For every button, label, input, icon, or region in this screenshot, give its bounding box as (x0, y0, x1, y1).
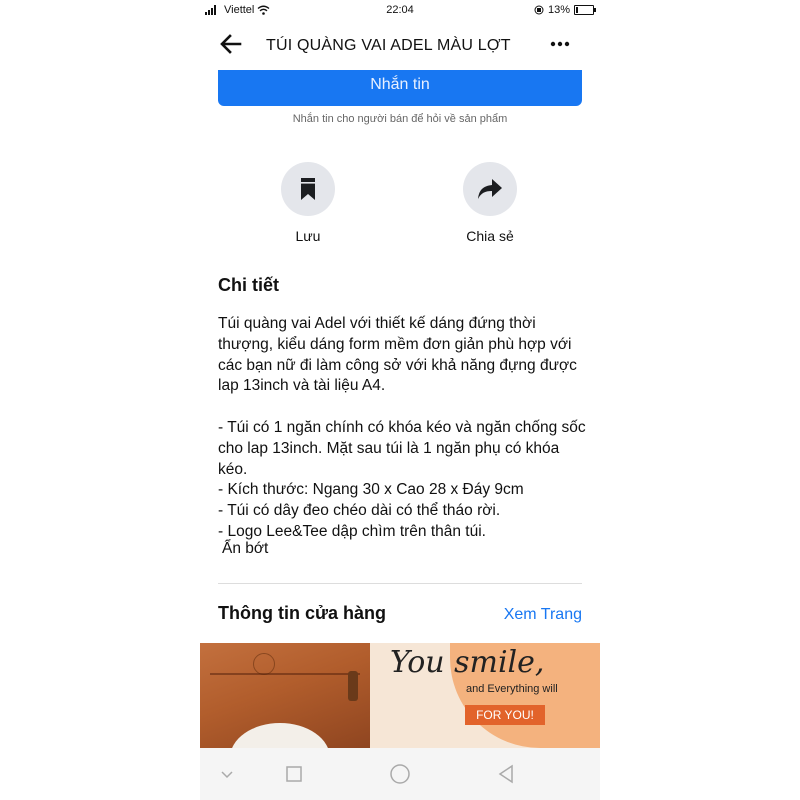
share-circle (463, 162, 517, 216)
circle-icon (389, 763, 411, 785)
more-dots-icon (550, 32, 570, 52)
phone-screen (200, 0, 600, 800)
carrier-label: Viettel (224, 4, 255, 16)
collapse-link[interactable]: Ẩn bớt (222, 540, 269, 557)
status-right (534, 4, 594, 16)
back-button[interactable] (220, 34, 246, 58)
battery-icon (574, 5, 594, 15)
bag-logo (253, 653, 275, 675)
bag-zipper (348, 671, 358, 701)
bag-seam (210, 673, 360, 715)
banner-for-you-badge: FOR YOU! (465, 705, 545, 725)
page-title: TÚI QUÀNG VAI ADEL MÀU LỢT (266, 37, 511, 54)
more-options-button[interactable] (550, 32, 570, 58)
divider (218, 583, 582, 584)
bag-photo (200, 643, 370, 748)
hand-shape (230, 723, 330, 748)
banner-sub-text: and Everything will (466, 683, 558, 695)
save-button[interactable] (263, 162, 353, 244)
share-button[interactable] (445, 162, 535, 244)
details-text: Túi quàng vai Adel với thiết kế dáng đứng thời thượng, kiểu dáng form mềm đơn giản phù hợp với các bạn nữ đi làm công sở với khả năng đựng được lap 13inch và tài liệu A4. - Túi có 1 ngăn chính có khóa kéo và ngăn chống sốc cho lap 13inch. Mặt sau túi là 1 ngăn phụ có khóa kéo. - Kích thước: Ngang 30 x Cao 28 x Đáy 9cm - Túi có dây đeo chéo dài có thể tháo rời. - Logo Lee&Tee dập chìm trên thân túi. (218, 315, 586, 540)
arrow-left-icon (220, 34, 242, 54)
nav-back-button[interactable] (494, 762, 518, 786)
share-arrow-icon (477, 178, 503, 200)
header (200, 26, 600, 66)
triangle-back-icon (496, 764, 516, 784)
status-bar (200, 0, 600, 22)
battery-fill (576, 7, 578, 13)
save-circle (281, 162, 335, 216)
message-hint: Nhắn tin cho người bán để hỏi về sản phẩm (292, 113, 508, 125)
chevron-down-icon (220, 769, 234, 779)
nav-hide-keyboard-button[interactable] (215, 762, 239, 786)
save-label: Lưu (295, 228, 321, 244)
details-heading: Chi tiết (218, 275, 279, 295)
system-nav-bar (200, 748, 600, 800)
share-label: Chia sẻ (466, 228, 514, 244)
nav-recent-apps-button[interactable] (282, 762, 306, 786)
square-icon (285, 765, 303, 783)
nav-home-button[interactable] (388, 762, 412, 786)
battery-saver-icon (534, 5, 544, 15)
banner-script-text: You smile, (390, 645, 545, 680)
clock: 22:04 (386, 4, 414, 16)
bookmark-icon (299, 177, 317, 201)
store-info-heading: Thông tin cửa hàng (218, 603, 387, 623)
battery-percent: 13% (547, 4, 570, 16)
store-banner-image[interactable] (200, 643, 600, 748)
message-seller-button[interactable]: Nhắn tin (218, 70, 582, 106)
view-page-link[interactable]: Xem Trang (503, 606, 582, 623)
